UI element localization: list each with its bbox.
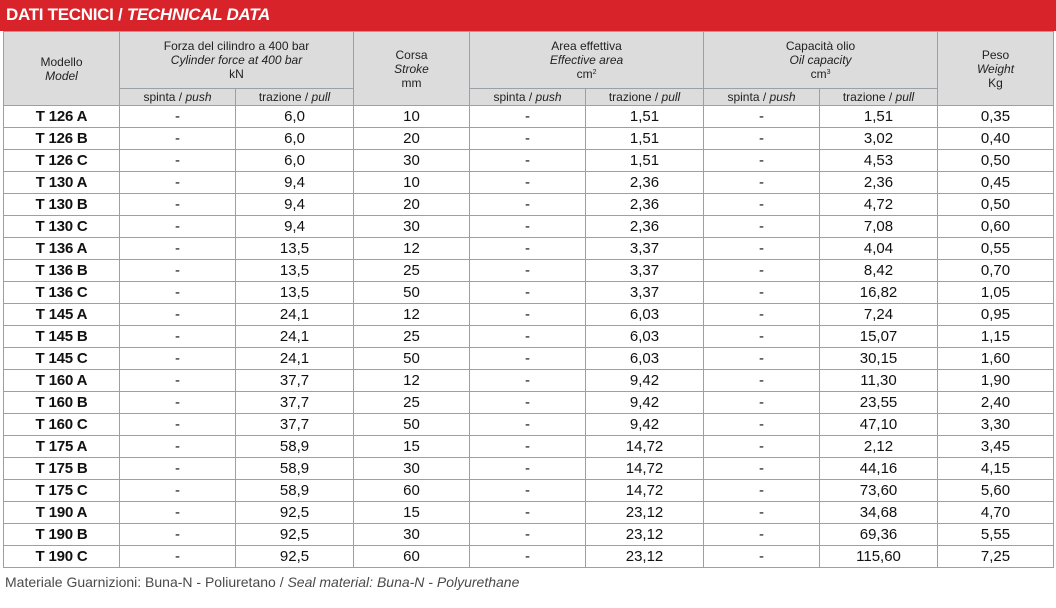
cell-area-push: - [470,106,586,128]
header-effective-area [470,32,704,89]
table-row [4,106,1054,128]
footer-note [5,574,519,590]
cell-model: T 136 C [4,282,120,304]
cell-force-push: - [120,502,236,524]
cell-stroke: 15 [354,436,470,458]
cell-force-pull: 13,5 [236,260,354,282]
cell-area-push: - [470,436,586,458]
table-row [4,392,1054,414]
cell-weight: 0,55 [938,238,1054,260]
table-row [4,260,1054,282]
cell-force-pull: 6,0 [236,150,354,172]
cell-oil-pull: 3,02 [820,128,938,150]
cell-force-push: - [120,106,236,128]
table-row [4,304,1054,326]
cell-area-push: - [470,546,586,568]
area-unit: $cm^2$ [576,67,597,81]
cell-area-pull: 14,72 [586,436,704,458]
cell-oil-push: - [704,546,820,568]
cell-area-pull: 2,36 [586,216,704,238]
cell-weight: 7,25 [938,546,1054,568]
cell-model: T 190 B [4,524,120,546]
cell-oil-push: - [704,502,820,524]
table-row [4,436,1054,458]
cell-area-push: - [470,150,586,172]
cell-oil-push: - [704,282,820,304]
cell-force-pull: 92,5 [236,524,354,546]
cell-force-push: - [120,238,236,260]
oil-unit: $cm^3$ [810,67,831,81]
cell-model: T 136 A [4,238,120,260]
technical-data-table [3,31,1054,568]
cell-weight: 0,50 [938,150,1054,172]
cell-area-pull: 2,36 [586,172,704,194]
cell-oil-push: - [704,194,820,216]
table-body [4,106,1054,568]
cell-area-pull: 1,51 [586,128,704,150]
cell-weight: 1,90 [938,370,1054,392]
cell-model: T 175 B [4,458,120,480]
cell-model: T 130 A [4,172,120,194]
cell-model: T 145 A [4,304,120,326]
cell-weight: 5,55 [938,524,1054,546]
subheader-oil-pull: trazione / pull [820,89,938,106]
oil-label-en: Oil capacity [789,53,852,67]
cell-model: T 136 B [4,260,120,282]
cell-force-pull: 58,9 [236,458,354,480]
cell-weight: 0,70 [938,260,1054,282]
weight-label-it: Peso [981,47,1010,62]
table-row [4,128,1054,150]
cell-weight: 4,15 [938,458,1054,480]
header-oil-capacity [704,32,938,89]
header-stroke [354,32,470,106]
cell-oil-pull: 8,42 [820,260,938,282]
table-row [4,502,1054,524]
cell-oil-push: - [704,238,820,260]
cell-model: T 160 B [4,392,120,414]
cell-stroke: 25 [354,260,470,282]
cell-weight: 0,35 [938,106,1054,128]
cell-stroke: 60 [354,480,470,502]
table-row [4,216,1054,238]
cell-weight: 2,40 [938,392,1054,414]
cell-area-push: - [470,194,586,216]
cell-oil-push: - [704,370,820,392]
cell-oil-pull: 34,68 [820,502,938,524]
cell-force-push: - [120,524,236,546]
cell-weight: 3,45 [938,436,1054,458]
cell-force-pull: 92,5 [236,502,354,524]
cell-force-pull: 58,9 [236,436,354,458]
cell-weight: 3,30 [938,414,1054,436]
cell-weight: 0,40 [938,128,1054,150]
page-title [6,5,270,25]
cell-stroke: 50 [354,414,470,436]
cell-oil-pull: 4,72 [820,194,938,216]
cell-oil-push: - [704,392,820,414]
header-cylinder-force [120,32,354,89]
subheader-force-pull: trazione / pull [236,89,354,106]
cell-area-pull: 6,03 [586,348,704,370]
cell-oil-pull: 23,55 [820,392,938,414]
cell-area-push: - [470,392,586,414]
cell-area-pull: 9,42 [586,370,704,392]
table-row [4,546,1054,568]
cell-weight: 0,95 [938,304,1054,326]
cell-oil-pull: 4,04 [820,238,938,260]
cell-force-pull: 6,0 [236,106,354,128]
cell-oil-pull: 7,08 [820,216,938,238]
force-label-it: Forza del cilindro a 400 bar [163,39,310,53]
force-label-en: Cylinder force at 400 bar [170,53,303,67]
table-row [4,194,1054,216]
cell-oil-push: - [704,348,820,370]
cell-area-push: - [470,370,586,392]
cell-force-pull: 24,1 [236,326,354,348]
cell-weight: 1,05 [938,282,1054,304]
table-row [4,348,1054,370]
cell-force-push: - [120,150,236,172]
cell-force-push: - [120,326,236,348]
cell-oil-push: - [704,128,820,150]
cell-force-push: - [120,282,236,304]
cell-oil-pull: 73,60 [820,480,938,502]
cell-area-push: - [470,128,586,150]
cell-weight: 0,50 [938,194,1054,216]
cell-force-pull: 9,4 [236,172,354,194]
cell-force-push: - [120,480,236,502]
cell-model: T 175 A [4,436,120,458]
cell-stroke: 10 [354,106,470,128]
cell-area-pull: 9,42 [586,414,704,436]
cell-model: T 145 B [4,326,120,348]
cell-stroke: 25 [354,392,470,414]
header-weight [938,32,1054,106]
cell-stroke: 60 [354,546,470,568]
model-label-it: Modello [40,54,83,69]
weight-unit: Kg [988,75,1003,90]
cell-oil-pull: 1,51 [820,106,938,128]
cell-stroke: 15 [354,502,470,524]
cell-force-pull: 9,4 [236,216,354,238]
table-row [4,524,1054,546]
model-label-en: Model [45,68,78,83]
stroke-unit: mm [401,75,422,90]
cell-oil-pull: 69,36 [820,524,938,546]
cell-weight: 1,60 [938,348,1054,370]
title-banner [0,0,1056,31]
cell-oil-pull: 44,16 [820,458,938,480]
cell-force-push: - [120,370,236,392]
cell-oil-pull: 30,15 [820,348,938,370]
cell-area-push: - [470,524,586,546]
cell-oil-push: - [704,150,820,172]
cell-area-push: - [470,348,586,370]
cell-area-push: - [470,172,586,194]
cell-area-pull: 2,36 [586,194,704,216]
header-model [4,32,120,106]
cell-area-push: - [470,502,586,524]
cell-oil-pull: 2,36 [820,172,938,194]
cell-model: T 160 A [4,370,120,392]
table-row [4,172,1054,194]
cell-area-pull: 14,72 [586,480,704,502]
cell-stroke: 25 [354,326,470,348]
cell-oil-push: - [704,106,820,128]
cell-model: T 130 C [4,216,120,238]
cell-oil-push: - [704,524,820,546]
cell-area-pull: 3,37 [586,238,704,260]
cell-force-push: - [120,458,236,480]
cell-weight: 0,60 [938,216,1054,238]
cell-model: T 190 C [4,546,120,568]
cell-oil-pull: 47,10 [820,414,938,436]
cell-oil-pull: 115,60 [820,546,938,568]
cell-area-pull: 23,12 [586,524,704,546]
table-row [4,150,1054,172]
cell-force-push: - [120,128,236,150]
cell-oil-push: - [704,260,820,282]
cell-stroke: 30 [354,150,470,172]
cell-area-push: - [470,216,586,238]
cell-force-push: - [120,348,236,370]
cell-force-pull: 13,5 [236,238,354,260]
table-row [4,458,1054,480]
cell-oil-push: - [704,480,820,502]
table-row [4,326,1054,348]
cell-weight: 1,15 [938,326,1054,348]
cell-oil-push: - [704,216,820,238]
cell-model: T 160 C [4,414,120,436]
cell-stroke: 12 [354,238,470,260]
cell-oil-push: - [704,436,820,458]
cell-area-pull: 6,03 [586,326,704,348]
table-row [4,238,1054,260]
table-row [4,414,1054,436]
subheader-force-push: spinta / push [120,89,236,106]
cell-force-pull: 13,5 [236,282,354,304]
cell-oil-push: - [704,414,820,436]
cell-oil-push: - [704,326,820,348]
cell-oil-pull: 4,53 [820,150,938,172]
cell-model: T 126 A [4,106,120,128]
cell-force-push: - [120,414,236,436]
cell-force-push: - [120,194,236,216]
cell-area-push: - [470,458,586,480]
cell-oil-pull: 16,82 [820,282,938,304]
area-label-en: Effective area [549,53,624,67]
cell-stroke: 20 [354,128,470,150]
cell-stroke: 30 [354,458,470,480]
cell-area-push: - [470,282,586,304]
cell-force-push: - [120,216,236,238]
subheader-area-push: spinta / push [470,89,586,106]
cell-area-push: - [470,304,586,326]
cell-area-pull: 3,37 [586,260,704,282]
cell-model: T 145 C [4,348,120,370]
cell-stroke: 10 [354,172,470,194]
cell-area-push: - [470,260,586,282]
cell-force-push: - [120,172,236,194]
cell-stroke: 12 [354,370,470,392]
table-row [4,480,1054,502]
cell-model: T 175 C [4,480,120,502]
cell-force-push: - [120,546,236,568]
cell-oil-pull: 7,24 [820,304,938,326]
cell-force-push: - [120,436,236,458]
subheader-oil-push: spinta / push [704,89,820,106]
cell-force-pull: 58,9 [236,480,354,502]
oil-label-it: Capacità olio [785,39,856,53]
area-label-it: Area effettiva [551,39,622,53]
title-english: TECHNICAL DATA [126,5,270,24]
stroke-label-en: Stroke [394,61,429,76]
table-row [4,370,1054,392]
title-italian: DATI TECNICI / [6,5,123,24]
cell-oil-push: - [704,172,820,194]
cell-force-pull: 6,0 [236,128,354,150]
cell-area-push: - [470,238,586,260]
cell-weight: 5,60 [938,480,1054,502]
subheader-area-pull: trazione / pull [586,89,704,106]
cell-model: T 126 B [4,128,120,150]
cell-area-push: - [470,326,586,348]
cell-oil-pull: 11,30 [820,370,938,392]
cell-oil-push: - [704,304,820,326]
cell-area-push: - [470,414,586,436]
cell-force-push: - [120,304,236,326]
cell-area-pull: 1,51 [586,106,704,128]
cell-stroke: 50 [354,348,470,370]
cell-model: T 126 C [4,150,120,172]
cell-oil-pull: 2,12 [820,436,938,458]
cell-area-pull: 1,51 [586,150,704,172]
cell-area-pull: 14,72 [586,458,704,480]
cell-oil-pull: 15,07 [820,326,938,348]
cell-area-pull: 3,37 [586,282,704,304]
cell-force-pull: 9,4 [236,194,354,216]
cell-area-push: - [470,480,586,502]
cell-stroke: 20 [354,194,470,216]
cell-weight: 0,45 [938,172,1054,194]
cell-model: T 130 B [4,194,120,216]
cell-force-push: - [120,392,236,414]
footer-text-it: Materiale Guarnizioni: Buna-N - Poliuretano / [5,574,284,590]
cell-area-pull: 9,42 [586,392,704,414]
weight-label-en: Weight [976,61,1015,76]
force-unit: kN [229,67,244,81]
cell-stroke: 30 [354,216,470,238]
cell-area-pull: 23,12 [586,546,704,568]
cell-force-pull: 24,1 [236,348,354,370]
footer-text-en: Seal material: Buna-N - Polyurethane [287,574,520,590]
cell-oil-push: - [704,458,820,480]
cell-force-push: - [120,260,236,282]
cell-force-pull: 37,7 [236,370,354,392]
cell-force-pull: 92,5 [236,546,354,568]
cell-force-pull: 37,7 [236,414,354,436]
cell-area-pull: 23,12 [586,502,704,524]
cell-stroke: 30 [354,524,470,546]
cell-stroke: 12 [354,304,470,326]
cell-weight: 4,70 [938,502,1054,524]
cell-force-pull: 37,7 [236,392,354,414]
cell-area-pull: 6,03 [586,304,704,326]
stroke-label-it: Corsa [395,47,428,62]
cell-model: T 190 A [4,502,120,524]
table-row [4,282,1054,304]
cell-stroke: 50 [354,282,470,304]
cell-force-pull: 24,1 [236,304,354,326]
